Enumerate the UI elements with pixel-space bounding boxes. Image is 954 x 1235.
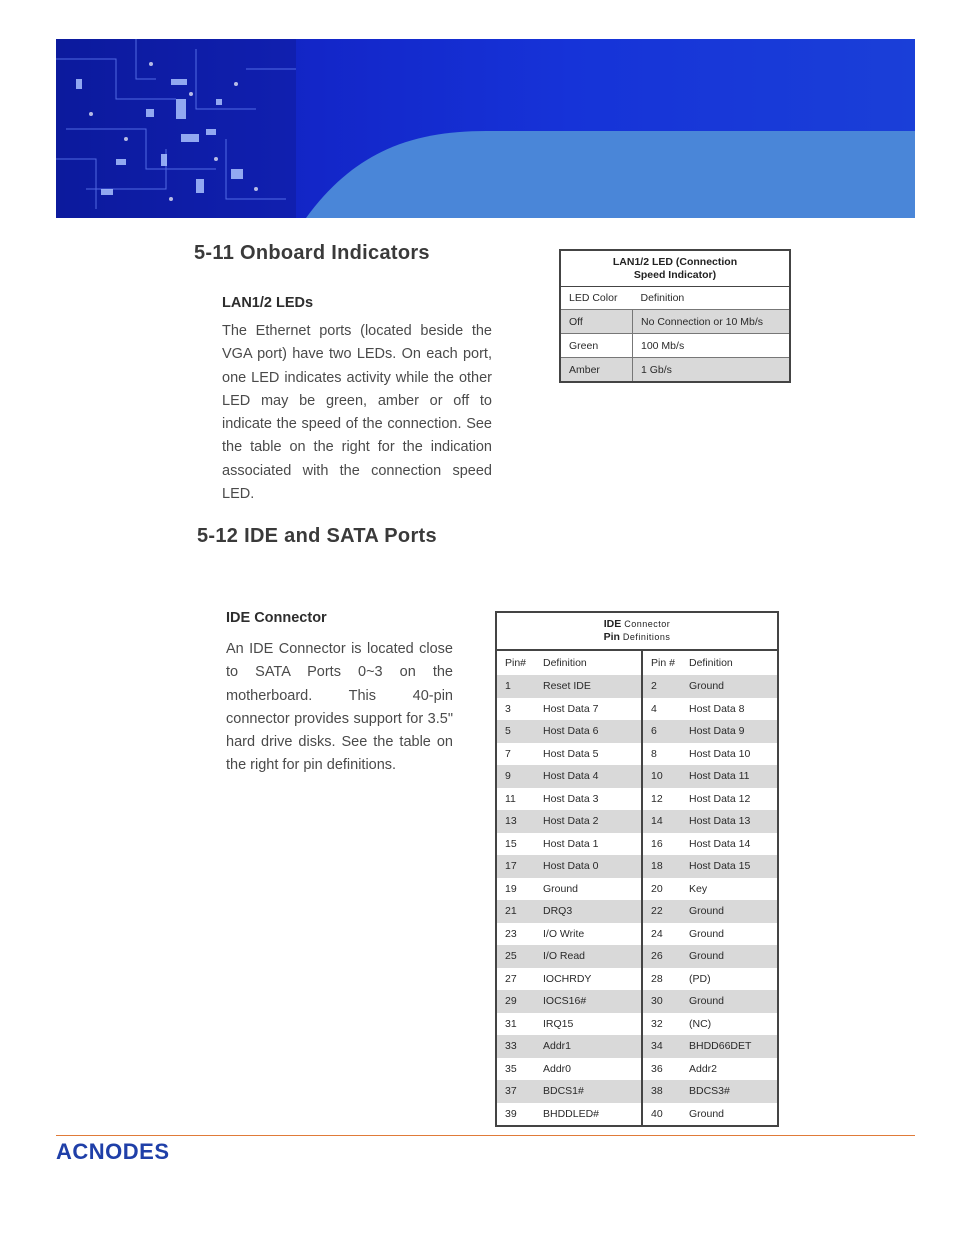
table-cell: Amber [561, 358, 633, 382]
table-cell: 4 [651, 702, 657, 715]
table-cell: 16 [651, 837, 663, 850]
table-row [497, 923, 777, 946]
ide-table-body [497, 651, 777, 1125]
table-cell: IOCS16# [535, 990, 642, 1013]
table-cell: Host Data 6 [535, 720, 642, 743]
table-cell: No Connection or 10 Mb/s [633, 310, 790, 334]
table-row [497, 1103, 777, 1126]
table-cell: 1 Gb/s [633, 358, 790, 382]
lan-table-header-row [561, 287, 789, 310]
table-cell: I/O Write [535, 923, 642, 946]
table-cell: 36 [651, 1062, 663, 1075]
table-cell: (PD) [689, 972, 711, 985]
table-cell: 34 [642, 1035, 681, 1058]
table-cell: Host Data 12 [689, 792, 751, 805]
svg-text:ACNODES: ACNODES [56, 1139, 170, 1164]
table-cell: Host Data 14 [689, 837, 751, 850]
table-header-cell: Definition [689, 657, 733, 669]
ide-table-title-lite: Connector [621, 619, 671, 629]
table-row [497, 855, 777, 878]
table-cell: 23 [505, 927, 517, 940]
table-cell: Reset IDE [535, 675, 642, 698]
table-cell: 30 [642, 990, 681, 1013]
table-cell: 12 [651, 792, 663, 805]
table-cell: 3 [505, 702, 511, 715]
table-cell: Ground [689, 927, 725, 940]
table-cell: Host Data 11 [681, 765, 777, 788]
ide-table-title-bold: Pin [603, 631, 620, 643]
table-header-cell: Pin # [651, 657, 675, 669]
table-row [497, 810, 777, 833]
table-row [497, 765, 777, 788]
ide-table-header-row [497, 651, 777, 675]
table-cell: 37 [497, 1080, 535, 1103]
table-header-cell: Pin# [505, 657, 527, 669]
table-cell: 26 [642, 945, 681, 968]
table-cell: 10 [642, 765, 681, 788]
table-row [497, 720, 777, 743]
table-cell: Host Data 7 [535, 698, 642, 721]
table-cell: Ground [681, 990, 777, 1013]
table-cell: 5 [497, 720, 535, 743]
table-cell: Host Data 13 [681, 810, 777, 833]
table-cell: 13 [497, 810, 535, 833]
table-cell: Ground [681, 675, 777, 698]
table-row [561, 334, 789, 358]
table-header-cell: Definition [535, 651, 642, 675]
lan-led-table [559, 249, 791, 383]
header-banner [56, 39, 915, 218]
table-cell: 17 [497, 855, 535, 878]
subheading-ide-connector: IDE Connector [226, 610, 327, 626]
table-cell: 27 [505, 972, 517, 985]
table-cell: Host Data 9 [681, 720, 777, 743]
table-row [497, 788, 777, 811]
table-cell: 29 [497, 990, 535, 1013]
table-row [497, 698, 777, 721]
table-cell: 24 [651, 927, 663, 940]
table-row [561, 358, 789, 382]
table-cell: Key [689, 882, 708, 895]
table-cell: Ground [681, 900, 777, 923]
table-cell: 19 [505, 882, 517, 895]
table-cell: Ground [535, 878, 642, 901]
table-cell: DRQ3 [535, 900, 642, 923]
table-cell: 100 Mb/s [633, 334, 790, 358]
table-row [497, 833, 777, 856]
table-cell: I/O Read [535, 945, 642, 968]
table-cell: 40 [651, 1107, 663, 1120]
table-cell: Host Data 15 [681, 855, 777, 878]
table-cell: Host Data 8 [689, 702, 745, 715]
table-cell: BDCS3# [681, 1080, 777, 1103]
footer-divider [56, 1135, 915, 1136]
table-cell: 22 [642, 900, 681, 923]
table-cell: Green [561, 334, 633, 358]
table-cell: 7 [505, 747, 511, 760]
circuit-board-image [56, 39, 296, 218]
table-cell: 14 [642, 810, 681, 833]
table-cell: Host Data 2 [535, 810, 642, 833]
table-row [497, 743, 777, 766]
acnodes-logo [56, 1138, 216, 1164]
table-cell: Host Data 5 [535, 743, 642, 766]
table-cell: 1 [497, 675, 535, 698]
table-row [497, 1058, 777, 1081]
subheading-lan-leds: LAN1/2 LEDs [222, 295, 314, 311]
lan-table-title-line1: LAN1/2 LED (Connection [612, 256, 738, 268]
table-cell: Host Data 4 [535, 765, 642, 788]
lan-table-title-line2: Speed Indicator) [633, 269, 717, 281]
ide-table-title-bold: IDE [603, 618, 622, 630]
table-cell: 32 [651, 1017, 663, 1030]
table-row [497, 968, 777, 991]
table-row [497, 1080, 777, 1103]
table-header-cell: Definition [640, 292, 685, 304]
table-cell: 8 [651, 747, 657, 760]
table-row [497, 878, 777, 901]
table-cell: 39 [505, 1107, 517, 1120]
table-cell: 15 [505, 837, 517, 850]
table-cell: 9 [497, 765, 535, 788]
table-cell: IRQ15 [535, 1013, 642, 1036]
table-cell: 31 [505, 1017, 517, 1030]
table-cell: (NC) [689, 1017, 712, 1030]
table-cell: BDCS1# [535, 1080, 642, 1103]
table-cell: Host Data 0 [535, 855, 642, 878]
table-row [497, 1013, 777, 1036]
table-row [497, 675, 777, 698]
table-cell: BHDDLED# [535, 1103, 642, 1126]
section-heading-onboard-indicators: 5-11 Onboard Indicators [194, 242, 430, 264]
table-cell: Off [561, 310, 633, 334]
lan-table-title [561, 251, 789, 287]
ide-table-title-lite: Definitions [619, 632, 671, 642]
table-cell: 2 [642, 675, 681, 698]
table-cell: Addr2 [689, 1062, 718, 1075]
table-cell: Host Data 3 [535, 788, 642, 811]
table-row [497, 990, 777, 1013]
table-cell: 38 [642, 1080, 681, 1103]
table-cell: 18 [642, 855, 681, 878]
table-cell: 28 [651, 972, 663, 985]
table-cell: 25 [497, 945, 535, 968]
table-cell: Addr0 [535, 1058, 642, 1081]
table-cell: 35 [505, 1062, 517, 1075]
ide-connector-paragraph: An IDE Connector is located close to SATA Ports 0~3 on the motherboard. This 40-pin connector provides support for 3.5" hard drive disks. See the table on the right for pin definitions. [226, 641, 453, 774]
table-cell: Host Data 10 [689, 747, 751, 760]
table-cell: Addr1 [535, 1035, 642, 1058]
table-row [497, 1035, 777, 1058]
section-heading-ide-sata-ports: 5-12 IDE and SATA Ports [197, 525, 437, 547]
ide-table-title [497, 613, 777, 651]
table-cell: BHDD66DET [681, 1035, 777, 1058]
table-cell: IOCHRDY [535, 968, 642, 991]
table-cell: 11 [505, 792, 516, 805]
table-row [497, 900, 777, 923]
ide-pin-table [495, 611, 779, 1127]
table-cell: 21 [497, 900, 535, 923]
table-cell: Ground [689, 1107, 725, 1120]
table-header-cell: LED Color [569, 292, 618, 304]
lan-leds-paragraph: The Ethernet ports (located beside the VGA port) have two LEDs. On each port, one LED indicates activity while the other LED may be green, amber or off to indicate the speed of the connection. See the table on the right for the indication associated with the connection speed LED. [222, 323, 492, 503]
table-cell: Host Data 1 [535, 833, 642, 856]
table-row [497, 945, 777, 968]
table-cell: 6 [642, 720, 681, 743]
table-row [561, 310, 789, 334]
table-cell: 20 [651, 882, 663, 895]
table-cell: 33 [497, 1035, 535, 1058]
table-cell: Ground [681, 945, 777, 968]
